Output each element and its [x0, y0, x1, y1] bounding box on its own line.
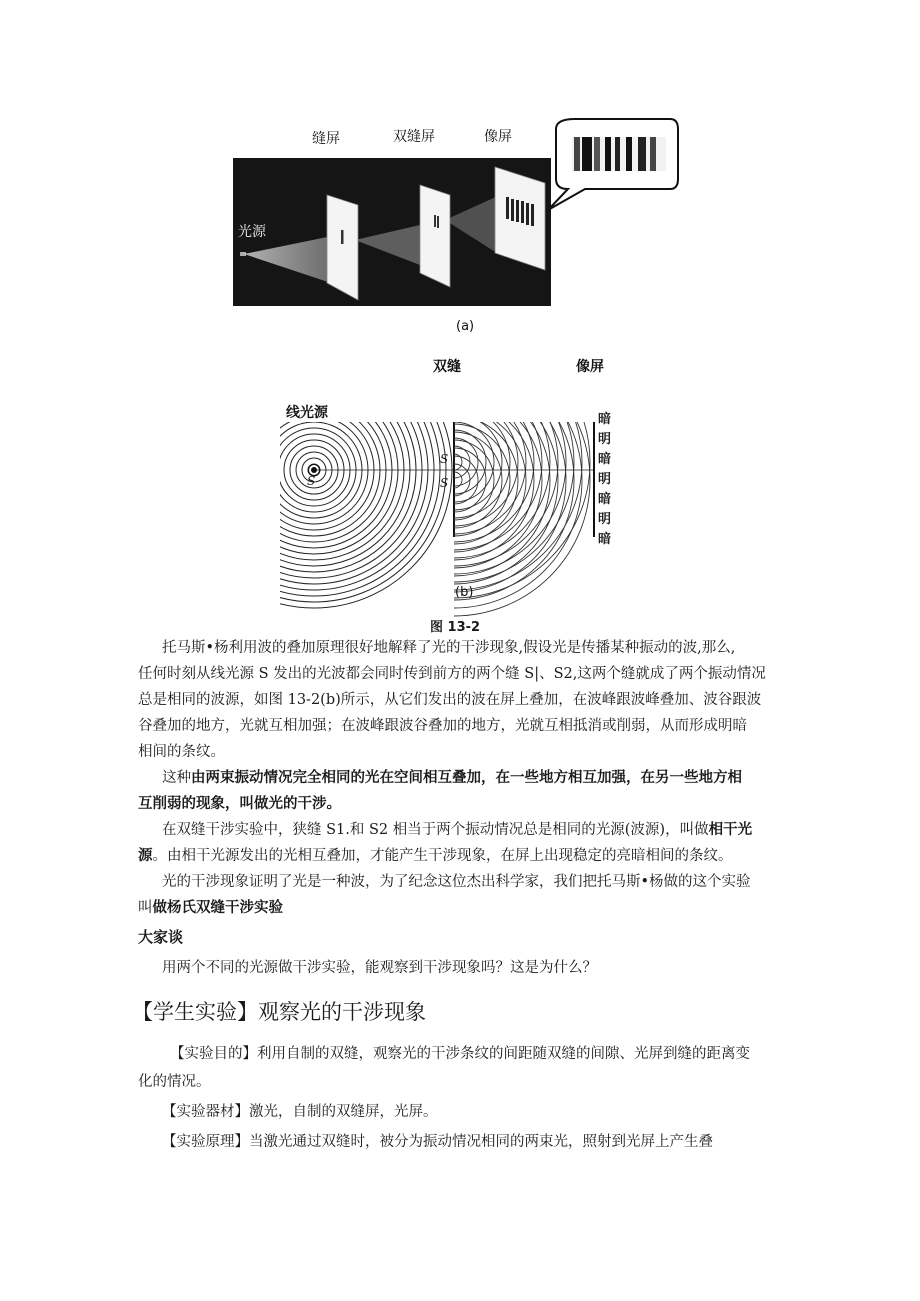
fringe-label: 明	[598, 472, 612, 487]
young-experiment-term: 做杨氏双缝干涉实验	[152, 900, 283, 916]
fringe-label: 暗	[598, 452, 612, 467]
label-s1: S	[440, 452, 449, 466]
coherent-source-term-end: 源	[138, 848, 153, 864]
double-slit-apparatus-illustration	[230, 115, 680, 345]
fringe-label: 暗	[598, 412, 612, 427]
paragraph1-line: 任何时刻从线光源 S 发出的光波都会同时传到前方的两个缝 S|、S2,这两个缝就成了两个振动情况	[138, 666, 766, 682]
figure-a-caption: (a)	[456, 319, 475, 334]
label-image-screen-b: 像屏	[576, 359, 604, 375]
paragraph4-line2	[138, 896, 283, 917]
discussion-heading: 大家谈	[138, 928, 184, 946]
paragraph1-line: 托马斯•杨利用波的叠加原理很好地解释了光的干涉现象,假设光是传播某种振动的波,那么,	[162, 640, 736, 656]
fringe-label: 暗	[598, 492, 612, 507]
experiment-principle: 【实验原理】当激光通过双缝时，被分为振动情况相同的两束光，照射到光屏上产生叠	[162, 1134, 713, 1150]
paragraph3-line2	[138, 844, 733, 865]
label-light-source: 光源	[238, 224, 266, 240]
label-slit-screen: 缝屏	[312, 131, 340, 147]
experiment-purpose-line1: 【实验目的】利用自制的双缝，观察光的干涉条纹的间距随双缝的间隙、光屏到缝的距离变	[170, 1046, 750, 1062]
figure-caption: 图 13-2	[430, 620, 481, 635]
label-double-slit: 双缝	[433, 359, 461, 375]
fringe-labels	[598, 410, 618, 550]
paragraph1-line: 总是相同的波源，如图 13-2(b)所示，从它们发出的波在屏上叠加，在波峰跟波峰叠加、波谷跟波	[138, 692, 762, 708]
paragraph4-line1: 光的干涉现象证明了光是一种波，为了纪念这位杰出科学家，我们把托马斯•杨做的这个实验	[162, 874, 751, 890]
paragraph3-text: 在双缝干涉实验中，狭缝 S1.和 S2 相当于两个振动情况总是相同的光源(波源)，叫做	[162, 822, 709, 838]
figure-b-caption: (b)	[455, 585, 474, 600]
experiment-purpose-line2: 化的情况。	[138, 1074, 211, 1090]
figure-a	[230, 115, 680, 345]
paragraph3-line1	[162, 818, 752, 839]
paragraph3-text2: 。由相干光源发出的光相互叠加，才能产生干涉现象，在屏上出现稳定的亮暗相间的条纹。	[152, 848, 733, 864]
paragraph1-line: 相间的条纹。	[138, 744, 225, 760]
fringe-label: 暗	[598, 532, 612, 547]
beam-outline	[280, 352, 640, 552]
label-image-screen-a: 像屏	[484, 129, 512, 145]
paragraph2-prefix: 这种	[162, 770, 191, 786]
paragraph2-line1	[162, 766, 742, 787]
discussion-question: 用两个不同的光源做干涉实验，能观察到干涉现象吗？这是为什么？	[162, 960, 597, 976]
label-s: S	[307, 474, 316, 488]
label-double-slit-screen: 双缝屏	[393, 129, 435, 145]
figure-b	[280, 352, 640, 612]
fringe-label: 明	[598, 432, 612, 447]
experiment-heading: 【学生实验】观察光的干涉现象	[132, 1000, 426, 1024]
paragraph1-line: 谷叠加的地方，光就互相加强；在波峰跟波谷叠加的地方，光就互相抵消或削弱，从而形成明暗	[138, 718, 747, 734]
experiment-materials: 【实验器材】激光，自制的双缝屏，光屏。	[162, 1104, 438, 1120]
coherent-source-term: 相干光	[708, 822, 753, 838]
fringe-label: 明	[598, 512, 612, 527]
paragraph2-line2: 互削弱的现象，叫做光的干涉。	[138, 796, 341, 812]
label-line-source: 线光源	[286, 405, 328, 421]
label-s2: S	[440, 476, 449, 490]
paragraph4-text: 叫	[138, 900, 153, 916]
interference-definition: 由两束振动情况完全相同的光在空间相互叠加，在一些地方相互加强，在另一些地方相	[191, 770, 742, 786]
